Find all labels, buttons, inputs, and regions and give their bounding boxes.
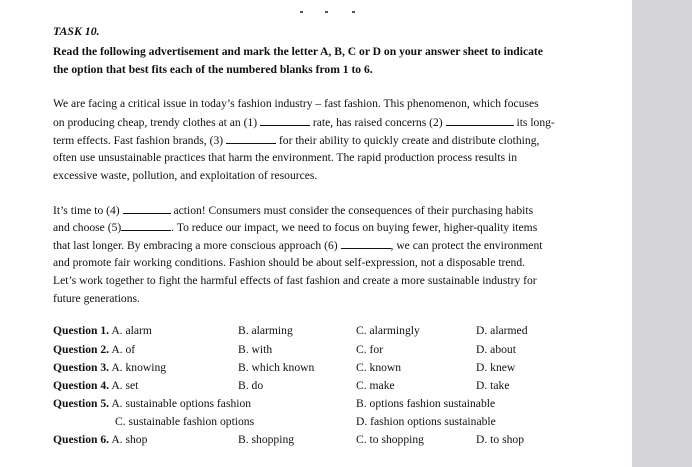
para1-line-3 [53, 133, 539, 148]
question-2-option-b[interactable]: B. with [238, 343, 273, 356]
question-4-label: Question 4. [53, 379, 110, 392]
side-panel [632, 0, 692, 467]
para1-line-2 [53, 115, 555, 130]
question-6-option-a[interactable]: A. shop [111, 433, 148, 446]
para2-line-3 [53, 238, 542, 253]
para2-line-1a: It’s time to (4) [53, 204, 120, 217]
blank-6 [341, 238, 391, 249]
blank-1 [260, 115, 310, 126]
para2-line-5: Let’s work together to fight the harmful effects of fast fashion and create a more sustainable industry for [53, 274, 537, 287]
question-5-option-b[interactable]: B. options fashion sustainable [356, 397, 496, 410]
question-1-option-c[interactable]: C. alarmingly [356, 324, 420, 337]
question-1-label: Question 1. [53, 324, 110, 337]
instructions-line-2: the option that best fits each of the numbered blanks from 1 to 6. [53, 63, 373, 76]
blank-3 [226, 133, 276, 144]
question-4-option-c[interactable]: C. make [356, 379, 395, 392]
question-3-option-c[interactable]: C. known [356, 361, 402, 374]
para2-line-2b: . To reduce our impact, we need to focus on buying fewer, higher-quality items [171, 221, 538, 234]
para1-line-3a: term effects. Fast fashion brands, (3) [53, 134, 224, 147]
top-edge-marks [300, 0, 360, 2]
top-edge-marks-graphic [300, 11, 360, 13]
question-1-option-b[interactable]: B. alarming [238, 324, 293, 337]
task-title: TASK 10. [53, 24, 100, 38]
question-6-option-c[interactable]: C. to shopping [356, 433, 424, 446]
question-3-option-b[interactable]: B. which known [238, 361, 315, 374]
question-2-option-a[interactable]: A. of [111, 343, 136, 356]
para2-line-3a: that last longer. By embracing a more conscious approach (6) [53, 239, 338, 252]
question-4-option-b[interactable]: B. do [238, 379, 264, 392]
para1-line-1: We are facing a critical issue in today’s fashion industry – fast fashion. This phenomenon, which focuses [53, 97, 539, 110]
blank-4 [123, 203, 171, 214]
para1-line-4: often use unsustainable practices that harm the environment. The rapid production process results in [53, 151, 518, 164]
para1-line-3b: for their ability to quickly create and distribute clothing, [278, 134, 540, 147]
question-2-label: Question 2. [53, 343, 110, 356]
question-2-option-d[interactable]: D. about [476, 343, 516, 356]
para2-line-1b: action! Consumers must consider the consequences of their purchasing habits [173, 204, 534, 217]
para2-line-2 [53, 220, 537, 235]
para2-line-3b: , we can protect the environment [390, 239, 543, 252]
question-5-label: Question 5. [53, 397, 110, 410]
para2-line-6: future generations. [53, 292, 140, 305]
para1-line-2b: rate, has raised concerns (2) [312, 116, 443, 129]
question-3-label: Question 3. [53, 361, 110, 374]
question-5-option-a[interactable]: A. sustainable options fashion [111, 397, 252, 410]
question-2-option-c[interactable]: C. for [356, 343, 384, 356]
question-3-option-a[interactable]: A. knowing [111, 361, 167, 374]
question-3-option-d[interactable]: D. knew [476, 361, 516, 374]
question-4-option-d[interactable]: D. take [476, 379, 510, 392]
instructions-line-1: Read the following advertisement and mark the letter A, B, C or D on your answer sheet to indicate [53, 45, 543, 58]
question-6-option-d[interactable]: D. to shop [476, 433, 524, 446]
blank-5 [121, 220, 171, 231]
question-1-option-a[interactable]: A. alarm [111, 324, 152, 337]
para2-line-2a: and choose (5) [53, 221, 122, 234]
question-6-option-b[interactable]: B. shopping [238, 433, 295, 446]
question-5-option-d[interactable]: D. fashion options sustainable [356, 415, 496, 428]
para2-line-1 [53, 203, 533, 218]
question-6-label: Question 6. [53, 433, 110, 446]
blank-2 [446, 115, 514, 126]
question-4-option-a[interactable]: A. set [111, 379, 139, 392]
question-5-option-c[interactable]: C. sustainable fashion options [115, 415, 255, 428]
para1-line-2c: its long- [516, 116, 555, 129]
question-1-option-d[interactable]: D. alarmed [476, 324, 528, 337]
para2-line-4: and promote fair working conditions. Fashion should be about self-expression, not a disposable trend. [53, 256, 526, 269]
para1-line-2a: on producing cheap, trendy clothes at an (1) [53, 116, 258, 129]
para1-line-5: excessive waste, pollution, and exploitation of resources. [53, 169, 318, 182]
